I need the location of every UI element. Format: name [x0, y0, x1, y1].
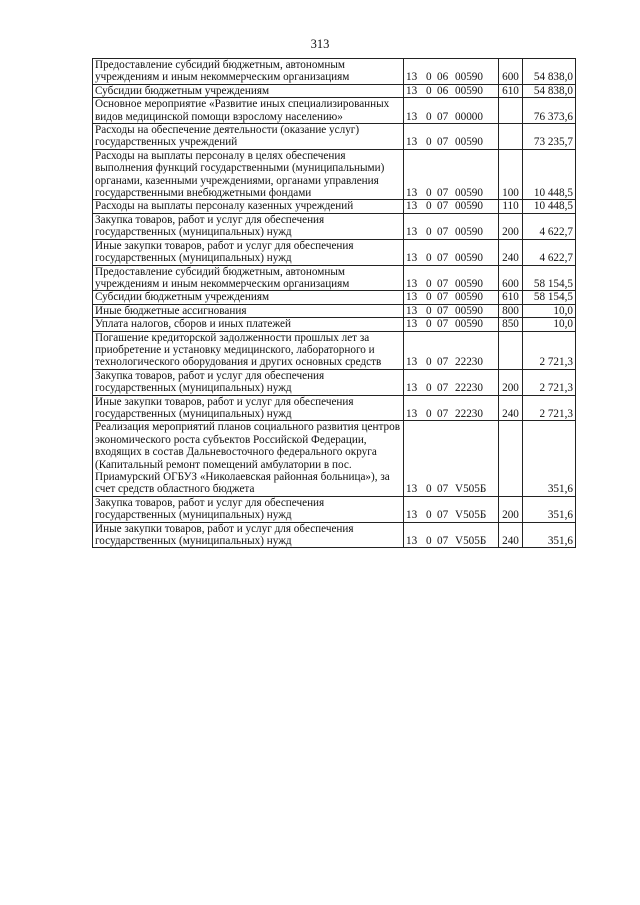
- row-sum-cell: [523, 84, 576, 97]
- row-code-cell: [404, 496, 499, 522]
- code-subprogram: 0: [426, 84, 432, 97]
- row-name-cell: [93, 265, 404, 291]
- row-sum-cell: [523, 265, 576, 291]
- code-direction: V505Б: [455, 535, 487, 548]
- code-subprogram: 0: [426, 71, 432, 84]
- row-expense-type-cell: [499, 59, 523, 85]
- code-event: 07: [437, 252, 449, 265]
- row-expense-type: 110: [502, 200, 519, 213]
- row-sum-cell: [523, 98, 576, 124]
- row-name: Закупка товаров, работ и услуг для обеспечения государственных (муниципальных) нужд: [95, 369, 325, 395]
- table-row: [93, 331, 576, 369]
- code-subprogram: 0: [426, 136, 432, 149]
- code-event: 07: [437, 356, 449, 369]
- row-code-cell: [404, 84, 499, 97]
- code-event: 07: [437, 483, 449, 496]
- row-name: Закупка товаров, работ и услуг для обеспечения государственных (муниципальных) нужд: [95, 213, 325, 239]
- row-expense-type: 240: [502, 535, 519, 548]
- row-name-cell: [93, 124, 404, 150]
- row-code-cell: [404, 395, 499, 421]
- table-row: [93, 149, 576, 200]
- row-expense-type-cell: [499, 98, 523, 124]
- row-expense-type: 200: [502, 509, 519, 522]
- code-subprogram: 0: [426, 509, 432, 522]
- code-program: 13: [406, 200, 418, 213]
- row-name: Иные закупки товаров, работ и услуг для обеспечения государственных (муниципальных) нужд: [95, 522, 354, 548]
- row-sum: 2 721,3: [539, 356, 573, 369]
- code-program: 13: [406, 226, 418, 239]
- page-number: 313: [310, 37, 330, 51]
- row-sum-cell: [523, 124, 576, 150]
- row-code-cell: [404, 98, 499, 124]
- row-expense-type-cell: [499, 496, 523, 522]
- row-name: Расходы на выплаты персоналу казенных учреждений: [95, 200, 354, 213]
- code-event: 07: [437, 187, 449, 200]
- row-name: Предоставление субсидий бюджетным, автономным учреждениям и иным некоммерческим организациям: [95, 265, 350, 290]
- row-name-cell: [93, 318, 404, 331]
- row-name-cell: [93, 304, 404, 317]
- row-code-cell: [404, 239, 499, 265]
- code-program: 13: [406, 252, 418, 265]
- row-expense-type-cell: [499, 291, 523, 304]
- code-program: 13: [406, 382, 418, 395]
- table-row: [93, 213, 576, 239]
- row-expense-type-cell: [499, 124, 523, 150]
- row-expense-type-cell: [499, 239, 523, 265]
- table-row: [93, 304, 576, 317]
- row-sum-cell: [523, 318, 576, 331]
- row-name-cell: [93, 421, 404, 496]
- code-event: 07: [437, 277, 449, 290]
- row-expense-type: 240: [502, 407, 519, 420]
- row-name: Субсидии бюджетным учреждениям: [95, 291, 270, 304]
- code-direction: 00590: [455, 318, 483, 331]
- budget-table: [92, 58, 576, 548]
- code-direction: 00590: [455, 187, 483, 200]
- row-name-cell: [93, 239, 404, 265]
- code-program: 13: [406, 277, 418, 290]
- row-name: Субсидии бюджетным учреждениям: [95, 84, 270, 97]
- code-event: 07: [437, 535, 449, 548]
- code-direction: 00590: [455, 200, 483, 213]
- row-sum: 10 448,5: [533, 200, 573, 213]
- row-sum-cell: [523, 421, 576, 496]
- row-name-cell: [93, 98, 404, 124]
- code-event: 07: [437, 509, 449, 522]
- row-code-cell: [404, 331, 499, 369]
- row-code-cell: [404, 318, 499, 331]
- code-subprogram: 0: [426, 187, 432, 200]
- row-expense-type: 610: [502, 84, 519, 97]
- row-name: Погашение кредиторской задолженности прошлых лет за приобретение и установку медицинского, лабораторного и технологического оборудования и других основных средств: [95, 331, 382, 369]
- code-direction: V505Б: [455, 483, 487, 496]
- row-name-cell: [93, 522, 404, 548]
- row-name-cell: [93, 291, 404, 304]
- code-program: 13: [406, 509, 418, 522]
- row-name-cell: [93, 84, 404, 97]
- row-name: Иные бюджетные ассигнования: [95, 304, 247, 317]
- code-event: 06: [437, 71, 449, 84]
- row-expense-type: 600: [502, 277, 519, 290]
- code-direction: 00590: [455, 304, 483, 317]
- row-code-cell: [404, 369, 499, 395]
- row-expense-type: 600: [502, 71, 519, 84]
- row-name: Уплата налогов, сборов и иных платежей: [95, 318, 291, 331]
- row-code-cell: [404, 200, 499, 213]
- code-subprogram: 0: [426, 304, 432, 317]
- row-code-cell: [404, 59, 499, 85]
- row-name-cell: [93, 149, 404, 200]
- table-row: [93, 496, 576, 522]
- code-subprogram: 0: [426, 277, 432, 290]
- row-expense-type-cell: [499, 149, 523, 200]
- row-expense-type: 610: [502, 291, 519, 304]
- row-expense-type-cell: [499, 331, 523, 369]
- row-sum-cell: [523, 522, 576, 548]
- row-sum: 10,0: [553, 304, 573, 317]
- row-sum: 58 154,5: [533, 291, 573, 304]
- code-direction: 00590: [455, 277, 483, 290]
- row-name: Иные закупки товаров, работ и услуг для обеспечения государственных (муниципальных) нужд: [95, 239, 354, 265]
- row-code-cell: [404, 149, 499, 200]
- row-sum-cell: [523, 291, 576, 304]
- row-sum: 54 838,0: [533, 84, 573, 97]
- table-row: [93, 395, 576, 421]
- row-expense-type: 200: [502, 382, 519, 395]
- code-subprogram: 0: [426, 535, 432, 548]
- row-code-cell: [404, 421, 499, 496]
- code-direction: 00000: [455, 110, 483, 123]
- row-name: Закупка товаров, работ и услуг для обеспечения государственных (муниципальных) нужд: [95, 496, 325, 522]
- row-expense-type-cell: [499, 395, 523, 421]
- row-expense-type-cell: [499, 200, 523, 213]
- row-name: Предоставление субсидий бюджетным, автономным учреждениям и иным некоммерческим организациям: [95, 59, 350, 84]
- row-sum-cell: [523, 496, 576, 522]
- code-direction: 00590: [455, 226, 483, 239]
- code-direction: 22230: [455, 407, 483, 420]
- table-row: [93, 59, 576, 85]
- table-row: [93, 522, 576, 548]
- row-sum: 351,6: [547, 535, 573, 548]
- row-sum-cell: [523, 200, 576, 213]
- row-code-cell: [404, 291, 499, 304]
- code-event: 06: [437, 84, 449, 97]
- code-subprogram: 0: [426, 252, 432, 265]
- row-sum: 58 154,5: [533, 277, 573, 290]
- row-name: Основное мероприятие «Развитие иных специализированных видов медицинской помощи взрослому населению»: [95, 98, 390, 123]
- row-expense-type-cell: [499, 318, 523, 331]
- code-subprogram: 0: [426, 382, 432, 395]
- row-expense-type: 240: [502, 252, 519, 265]
- code-program: 13: [406, 71, 418, 84]
- row-name-cell: [93, 200, 404, 213]
- code-direction: V505Б: [455, 509, 487, 522]
- code-program: 13: [406, 356, 418, 369]
- code-subprogram: 0: [426, 226, 432, 239]
- code-program: 13: [406, 136, 418, 149]
- code-program: 13: [406, 187, 418, 200]
- row-code-cell: [404, 124, 499, 150]
- code-subprogram: 0: [426, 356, 432, 369]
- code-direction: 00590: [455, 84, 483, 97]
- row-sum: 351,6: [547, 509, 573, 522]
- code-program: 13: [406, 483, 418, 496]
- row-name-cell: [93, 331, 404, 369]
- row-code-cell: [404, 213, 499, 239]
- table-row: [93, 369, 576, 395]
- row-name: Иные закупки товаров, работ и услуг для обеспечения государственных (муниципальных) нужд: [95, 395, 354, 420]
- code-subprogram: 0: [426, 200, 432, 213]
- row-expense-type-cell: [499, 84, 523, 97]
- code-subprogram: 0: [426, 483, 432, 496]
- row-sum: 4 622,7: [539, 252, 573, 265]
- table-row: [93, 239, 576, 265]
- row-name-cell: [93, 369, 404, 395]
- row-expense-type-cell: [499, 265, 523, 291]
- code-program: 13: [406, 291, 418, 304]
- row-name-cell: [93, 496, 404, 522]
- row-sum: 10,0: [553, 318, 573, 331]
- code-subprogram: 0: [426, 291, 432, 304]
- code-program: 13: [406, 304, 418, 317]
- code-direction: 22230: [455, 382, 483, 395]
- code-subprogram: 0: [426, 407, 432, 420]
- row-expense-type-cell: [499, 304, 523, 317]
- table-row: [93, 98, 576, 124]
- row-expense-type-cell: [499, 421, 523, 496]
- row-sum-cell: [523, 395, 576, 421]
- code-event: 07: [437, 407, 449, 420]
- row-sum: 73 235,7: [533, 136, 573, 149]
- row-name-cell: [93, 59, 404, 85]
- row-expense-type: 850: [502, 318, 519, 331]
- row-expense-type-cell: [499, 369, 523, 395]
- code-direction: 00590: [455, 71, 483, 84]
- row-sum: 76 373,6: [533, 110, 573, 123]
- table-row: [93, 291, 576, 304]
- code-event: 07: [437, 200, 449, 213]
- row-expense-type: 800: [502, 304, 519, 317]
- row-code-cell: [404, 265, 499, 291]
- code-program: 13: [406, 318, 418, 331]
- code-event: 07: [437, 318, 449, 331]
- code-direction: 00590: [455, 136, 483, 149]
- code-event: 07: [437, 304, 449, 317]
- code-program: 13: [406, 84, 418, 97]
- code-event: 07: [437, 382, 449, 395]
- code-subprogram: 0: [426, 110, 432, 123]
- row-name-cell: [93, 213, 404, 239]
- table-row: [93, 421, 576, 496]
- code-program: 13: [406, 407, 418, 420]
- row-sum-cell: [523, 304, 576, 317]
- row-sum: 2 721,3: [539, 382, 573, 395]
- code-direction: 00590: [455, 252, 483, 265]
- row-expense-type: 100: [502, 187, 519, 200]
- row-name: Расходы на выплаты персоналу в целях обеспечения выполнения функций государственными (муниципальными) органами, казенными учреждениями, органами управления государственными внебюджетными фондами: [95, 149, 385, 200]
- code-event: 07: [437, 291, 449, 304]
- row-sum-cell: [523, 239, 576, 265]
- code-event: 07: [437, 136, 449, 149]
- code-direction: 00590: [455, 291, 483, 304]
- row-code-cell: [404, 522, 499, 548]
- row-code-cell: [404, 304, 499, 317]
- code-program: 13: [406, 535, 418, 548]
- row-sum: 2 721,3: [539, 407, 573, 420]
- row-sum-cell: [523, 213, 576, 239]
- code-direction: 22230: [455, 356, 483, 369]
- row-sum-cell: [523, 331, 576, 369]
- table-row: [93, 265, 576, 291]
- row-expense-type: 200: [502, 226, 519, 239]
- row-sum-cell: [523, 59, 576, 85]
- row-expense-type-cell: [499, 522, 523, 548]
- row-sum: 54 838,0: [533, 71, 573, 84]
- row-name-cell: [93, 395, 404, 421]
- code-event: 07: [437, 226, 449, 239]
- budget-table-body: [93, 59, 576, 548]
- row-name: Реализация мероприятий планов социального развития центров экономического роста субъектов Российской Федерации, входящих в состав Дальневосточного федерального округа (Капитальный ремонт помещений амбулатории в пос. Приамурский ОГБУЗ «Николаевская районная больница»), за счет средств областного бюджета: [95, 421, 400, 496]
- table-row: [93, 84, 576, 97]
- table-row: [93, 318, 576, 331]
- table-row: [93, 200, 576, 213]
- row-sum-cell: [523, 369, 576, 395]
- row-sum: 10 448,5: [533, 187, 573, 200]
- row-name: Расходы на обеспечение деятельности (оказание услуг) государственных учреждений: [95, 124, 360, 149]
- table-row: [93, 124, 576, 150]
- row-sum: 351,6: [547, 483, 573, 496]
- code-event: 07: [437, 110, 449, 123]
- code-program: 13: [406, 110, 418, 123]
- code-subprogram: 0: [426, 318, 432, 331]
- row-sum: 4 622,7: [539, 226, 573, 239]
- row-sum-cell: [523, 149, 576, 200]
- row-expense-type-cell: [499, 213, 523, 239]
